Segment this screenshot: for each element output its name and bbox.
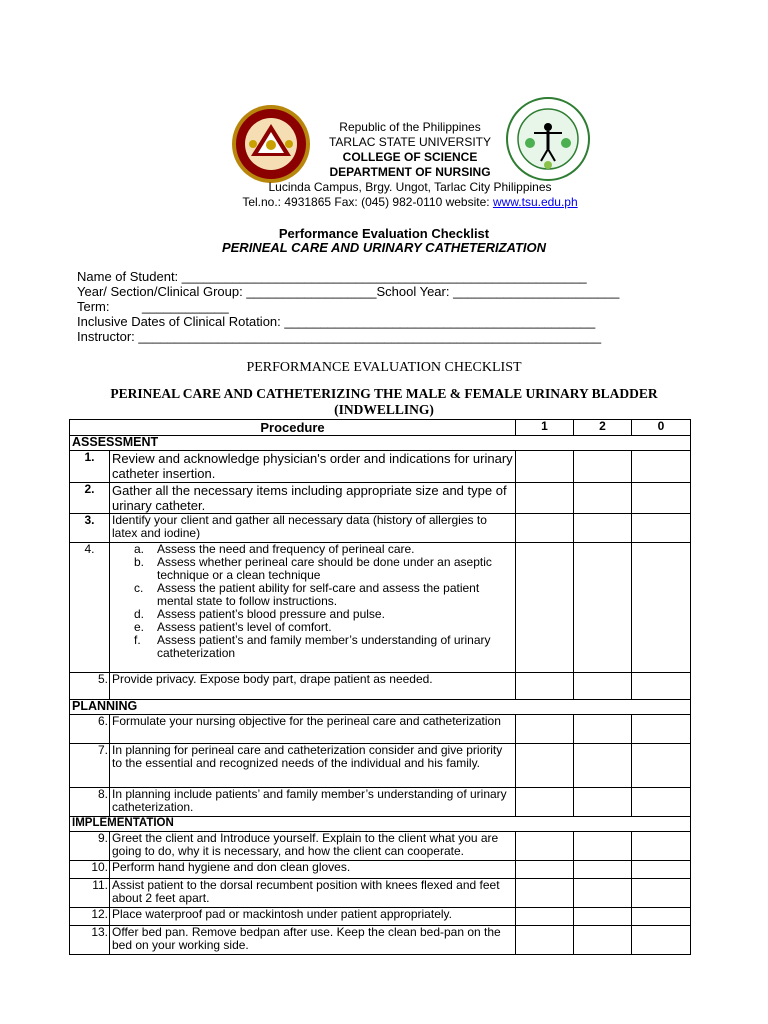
sub-item: [112, 582, 513, 608]
section-row: [70, 700, 691, 715]
checklist-subject: PERINEAL CARE AND URINARY CATHETERIZATION: [221, 240, 547, 255]
table-row: [70, 483, 691, 514]
score-1-cell[interactable]: [516, 879, 574, 908]
score-0-cell[interactable]: [632, 926, 691, 955]
row-procedure: Provide privacy. Expose body part, drape patient as needed.: [110, 673, 516, 700]
score-2-cell[interactable]: [574, 543, 632, 673]
score-0-cell[interactable]: [632, 908, 691, 926]
score-2-cell[interactable]: [574, 483, 632, 514]
section-subtitle: PERINEAL CARE AND CATHETERIZING THE MALE & FEMALE URINARY BLADDER (INDWELLING): [110, 386, 658, 417]
sub-item-letter: d.: [134, 607, 145, 621]
row-procedure: In planning for perineal care and catheterization consider and give priority to the essential and recognized needs of the individual and his family.: [110, 744, 516, 788]
score-0-cell[interactable]: [632, 715, 691, 744]
table-row: [70, 715, 691, 744]
row-number: 6.: [70, 715, 110, 744]
row-procedure: Place waterproof pad or mackintosh under patient appropriately.: [110, 908, 516, 926]
assessment-heading: ASSESSMENT: [70, 436, 691, 451]
sub-item-text: Assess patient’s blood pressure and pulse.: [157, 607, 385, 621]
score-2-cell[interactable]: [574, 926, 632, 955]
header-address: Lucinda Campus, Brgy. Ungot, Tarlac City Philippines: [268, 180, 552, 194]
score-2-header: 2: [574, 420, 632, 436]
row-procedure: Greet the client and Introduce yourself. Explain to the client what you are going to do, why it is necessary, and how the client can cooperate.: [110, 832, 516, 861]
student-name-field: Name of Student: ________________________________________________________: [77, 269, 587, 284]
table-row: [70, 926, 691, 955]
row-procedure-sublist: [110, 543, 516, 673]
sub-item-text: Assess whether perineal care should be done under an aseptic technique or a clean technique: [157, 555, 492, 582]
score-1-cell[interactable]: [516, 744, 574, 788]
sub-item-text: Assess the patient ability for self-care and assess the patient mental state to follow instructions.: [157, 581, 480, 608]
score-1-cell[interactable]: [516, 543, 574, 673]
sub-item: [112, 634, 513, 660]
table-header-row: [70, 420, 691, 436]
row-number: 13.: [70, 926, 110, 955]
header-department: DEPARTMENT OF NURSING: [329, 165, 491, 179]
row-procedure: Perform hand hygiene and don clean gloves.: [110, 861, 516, 879]
clinical-dates-field: Inclusive Dates of Clinical Rotation: ___________________________________________: [77, 314, 596, 329]
header-university: TARLAC STATE UNIVERSITY: [328, 135, 492, 149]
row-procedure: Identify your client and gather all necessary data (history of allergies to latex and iodine): [110, 514, 516, 543]
row-procedure: Gather all the necessary items including appropriate size and type of urinary catheter.: [110, 483, 516, 514]
score-0-cell[interactable]: [632, 788, 691, 817]
row-number: 2.: [70, 483, 110, 514]
score-1-cell[interactable]: [516, 483, 574, 514]
score-2-cell[interactable]: [574, 832, 632, 861]
instructor-field: Instructor: ________________________________________________________________: [77, 329, 602, 344]
score-0-cell[interactable]: [632, 514, 691, 543]
table-row: [70, 744, 691, 788]
score-1-cell[interactable]: [516, 926, 574, 955]
score-0-cell[interactable]: [632, 879, 691, 908]
section-row: [70, 817, 691, 832]
procedure-header: Procedure: [70, 420, 516, 436]
sub-item-letter: e.: [134, 620, 145, 634]
table-row: [70, 908, 691, 926]
score-2-cell[interactable]: [574, 861, 632, 879]
table-row: [70, 451, 691, 483]
checklist-title: Performance Evaluation Checklist: [278, 226, 490, 241]
score-2-cell[interactable]: [574, 879, 632, 908]
header-republic: Republic of the Philippines: [339, 120, 481, 134]
table-row: [70, 514, 691, 543]
table-row: [70, 832, 691, 861]
section-title: PERFORMANCE EVALUATION CHECKLIST: [246, 360, 522, 375]
score-2-cell[interactable]: [574, 673, 632, 700]
score-2-cell[interactable]: [574, 908, 632, 926]
header-college: COLLEGE OF SCIENCE: [342, 150, 478, 164]
sub-item-letter: f.: [134, 633, 141, 647]
sub-item-text: Assess the need and frequency of perineal care.: [157, 542, 415, 556]
score-1-cell[interactable]: [516, 908, 574, 926]
score-1-cell[interactable]: [516, 715, 574, 744]
score-0-cell[interactable]: [632, 861, 691, 879]
score-1-cell[interactable]: [516, 451, 574, 483]
row-number: 9.: [70, 832, 110, 861]
row-number: 1.: [70, 451, 110, 483]
row-number: 10.: [70, 861, 110, 879]
table-row: [70, 543, 691, 673]
row-number: 3.: [70, 514, 110, 543]
score-2-cell[interactable]: [574, 451, 632, 483]
header-contact-text: Tel.no.: 4931865 Fax: (045) 982-0110 website:: [242, 195, 493, 209]
row-procedure: In planning include patients’ and family member’s understanding of urinary catheterization.: [110, 788, 516, 817]
sub-item-letter: c.: [134, 581, 144, 595]
score-0-cell[interactable]: [632, 451, 691, 483]
row-number: 8.: [70, 788, 110, 817]
row-number: 4.: [70, 543, 110, 673]
row-number: 11.: [70, 879, 110, 908]
row-procedure: Formulate your nursing objective for the perineal care and catheterization: [110, 715, 516, 744]
row-procedure: Assist patient to the dorsal recumbent position with knees flexed and feet about 2 feet apart.: [110, 879, 516, 908]
score-1-cell[interactable]: [516, 514, 574, 543]
score-0-header: 0: [632, 420, 691, 436]
planning-heading: PLANNING: [70, 700, 691, 715]
implementation-heading: IMPLEMENTATION: [70, 817, 691, 832]
sub-item-letter: b.: [134, 555, 145, 569]
score-0-cell[interactable]: [632, 483, 691, 514]
sub-item: [112, 556, 513, 582]
row-number: 12.: [70, 908, 110, 926]
score-0-cell[interactable]: [632, 543, 691, 673]
score-2-cell[interactable]: [574, 514, 632, 543]
score-1-header: 1: [516, 420, 574, 436]
row-procedure: Offer bed pan. Remove bedpan after use. Keep the clean bed-pan on the bed on your working side.: [110, 926, 516, 955]
score-1-cell[interactable]: [516, 832, 574, 861]
checklist-table: [69, 419, 691, 955]
table-row: [70, 861, 691, 879]
table-row: [70, 788, 691, 817]
table-row: [70, 673, 691, 700]
score-1-cell[interactable]: [516, 861, 574, 879]
sub-item-letter: a.: [134, 542, 145, 556]
score-2-cell[interactable]: [574, 744, 632, 788]
score-0-cell[interactable]: [632, 744, 691, 788]
term-field: Term: ____________: [77, 299, 229, 314]
score-1-cell[interactable]: [516, 788, 574, 817]
score-0-cell[interactable]: [632, 832, 691, 861]
row-number: 5.: [70, 673, 110, 700]
sub-item-text: Assess patient’s and family member’s understanding of urinary catheterization: [157, 633, 491, 660]
row-number: 7.: [70, 744, 110, 788]
header-contact: [200, 195, 620, 210]
year-section-field: Year/ Section/Clinical Group: __________________School Year: _______________________: [77, 284, 620, 299]
row-procedure: Review and acknowledge physician's order and indications for urinary catheter insertion.: [110, 451, 516, 483]
score-2-cell[interactable]: [574, 715, 632, 744]
table-row: [70, 879, 691, 908]
website-link[interactable]: www.tsu.edu.ph: [492, 195, 578, 209]
score-2-cell[interactable]: [574, 788, 632, 817]
sub-item-text: Assess patient’s level of comfort.: [157, 620, 332, 634]
score-1-cell[interactable]: [516, 673, 574, 700]
section-row: [70, 436, 691, 451]
score-0-cell[interactable]: [632, 673, 691, 700]
